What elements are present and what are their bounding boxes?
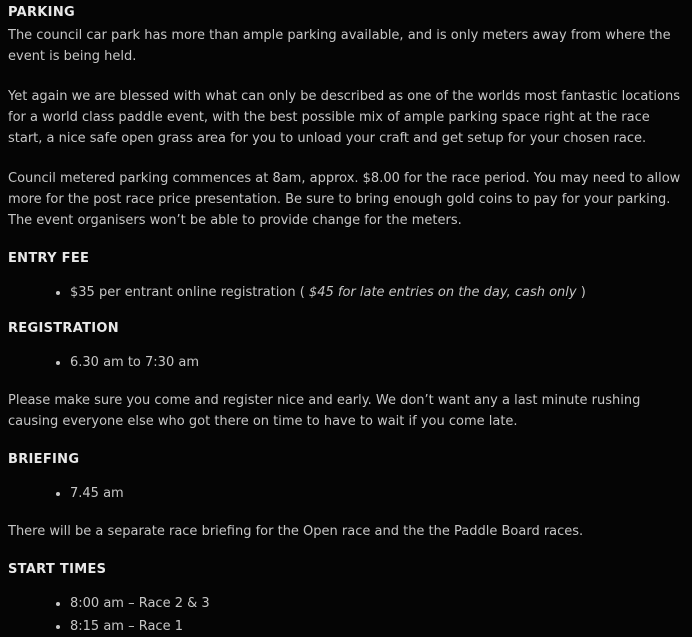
entry-fee-late-note: $45 for late entries on the day, cash only <box>308 285 577 300</box>
entry-fee-text-suffix: ) <box>576 285 586 300</box>
registration-time-item: • 6.30 am to 7:30 am <box>70 352 684 373</box>
start-time-item: • 8:00 am – Race 2 & 3 <box>70 593 684 614</box>
heading-parking: PARKING <box>8 5 75 20</box>
start-time-item: • 8:15 am – Race 1 <box>70 616 684 637</box>
registration-list <box>8 352 684 373</box>
registration-paragraph: Please make sure you come and register nice and early. We don’t want any a last minute rushing causing everyone else who got there on time to have to wait if you come late. <box>8 393 641 429</box>
heading-registration: REGISTRATION <box>8 321 119 336</box>
briefing-list <box>8 483 684 504</box>
entry-fee-list <box>8 282 684 303</box>
heading-briefing: BRIEFING <box>8 452 80 467</box>
parking-paragraph-3: Council metered parking commences at 8am, approx. $8.00 for the race period. You may need to allow more for the post race price presentation. Be sure to bring enough gold coins to pay for your parking. The event organisers won’t be able to provide change for the meters. <box>8 171 681 228</box>
heading-start-times: START TIMES <box>8 562 107 577</box>
start-times-list <box>8 593 684 637</box>
parking-paragraph-1: The council car park has more than ample parking available, and is only meters away from where the event is being held. <box>8 28 671 64</box>
parking-paragraph-2: Yet again we are blessed with what can only be described as one of the worlds most fantastic locations for a world class paddle event, with the best possible mix of ample parking space right at the race start, a nice safe open grass area for you to unload your craft and get setup for your chosen race. <box>8 89 680 146</box>
heading-entry-fee: ENTRY FEE <box>8 251 90 266</box>
entry-fee-item <box>70 282 684 303</box>
briefing-time-item: • 7.45 am <box>70 483 684 504</box>
briefing-paragraph: There will be a separate race briefing for the Open race and the the Paddle Board races. <box>8 524 584 539</box>
entry-fee-text: $35 per entrant online registration ( <box>70 285 309 300</box>
